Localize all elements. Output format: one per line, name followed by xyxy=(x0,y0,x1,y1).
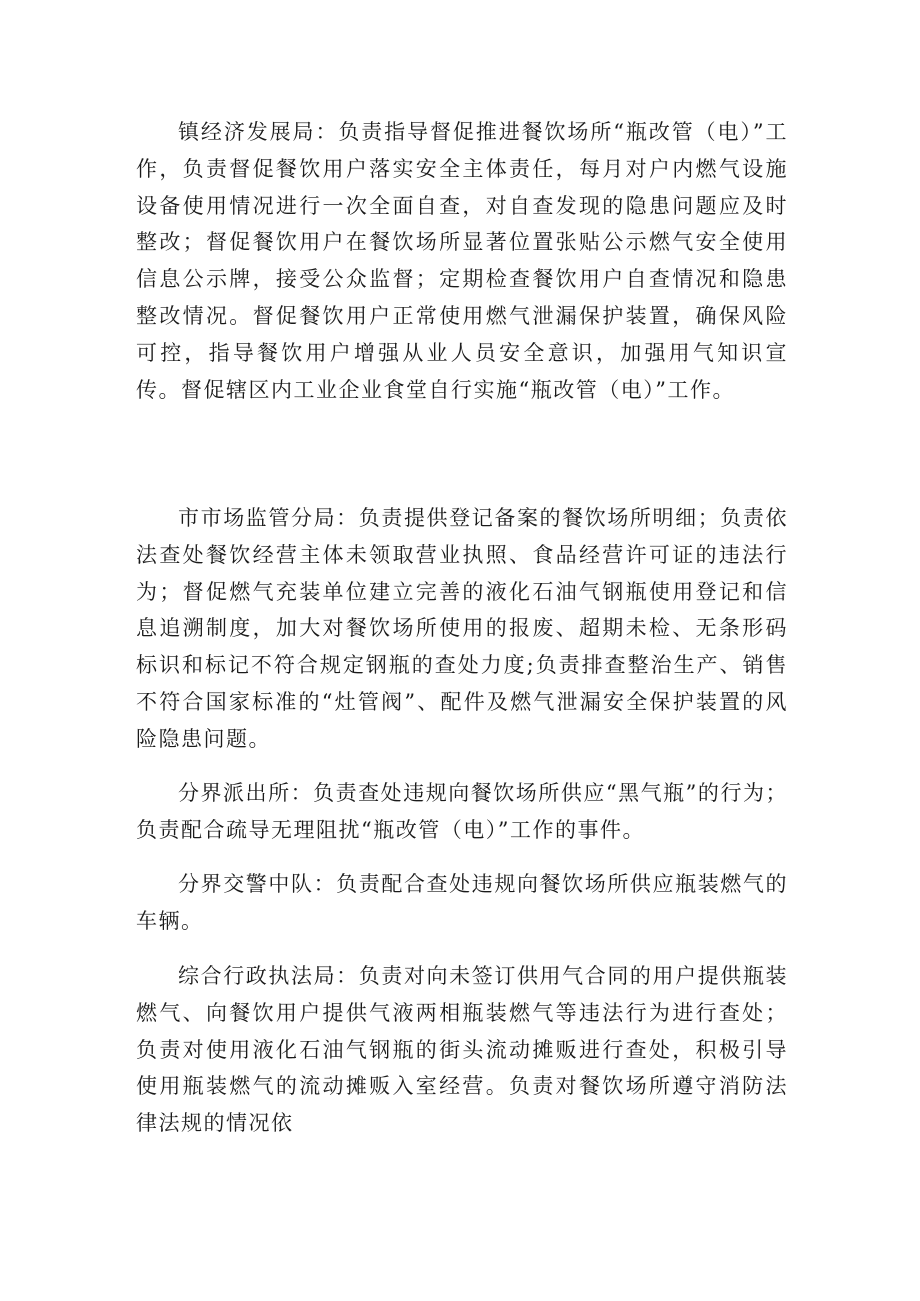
paragraph-traffic-police-squadron: 分界交警中队：负责配合查处违规向餐饮场所供应瓶装燃气的车辆。 xyxy=(136,872,788,933)
paragraph-market-supervision-branch: 市市场监管分局：负责提供登记备案的餐饮场所明细；负责依法查处餐饮经营主体未领取营业执照、食品经营许可证的违法行为；督促燃气充装单位建立完善的液化石油气钢瓶使用登记和信息追溯制度，加大对餐饮场所使用的报废、超期未检、无条形码标识和标记不符合规定钢瓶的查处力度;负责排查整治生产、销售不符合国家标准的“灶管阀”、配件及燃气泄漏安全保护装置的风险隐患问题。 xyxy=(136,506,788,751)
paragraph-police-station: 分界派出所：负责查处违规向餐饮场所供应“黑气瓶”的行为；负责配合疏导无理阻扰“瓶改管（电）”工作的事件。 xyxy=(136,781,788,842)
paragraph-economic-development-bureau: 镇经济发展局：负责指导督促推进餐饮场所“瓶改管（电）”工作，负责督促餐饮用户落实安全主体责任，每月对户内燃气设施设备使用情况进行一次全面自查，对自查发现的隐患问题应及时整改；督促餐饮用户在餐饮场所显著位置张贴公示燃气安全使用信息公示牌，接受公众监督；定期检查餐饮用户自查情况和隐患整改情况。督促餐饮用户正常使用燃气泄漏保护装置，确保风险可控，指导餐饮用户增强从业人员安全意识，加强用气知识宣传。督促辖区内工业企业食堂自行实施“瓶改管（电）”工作。 xyxy=(136,120,788,402)
paragraph-administrative-law-enforcement-bureau: 综合行政执法局：负责对向未签订供用气合同的用户提供瓶装燃气、向餐饮用户提供气液两相瓶装燃气等违法行为进行查处；负责对使用液化石油气钢瓶的街头流动摊贩进行查处，积极引导使用瓶装燃气的流动摊贩入室经营。负责对餐饮场所遵守消防法律法规的情况依 xyxy=(136,964,788,1136)
